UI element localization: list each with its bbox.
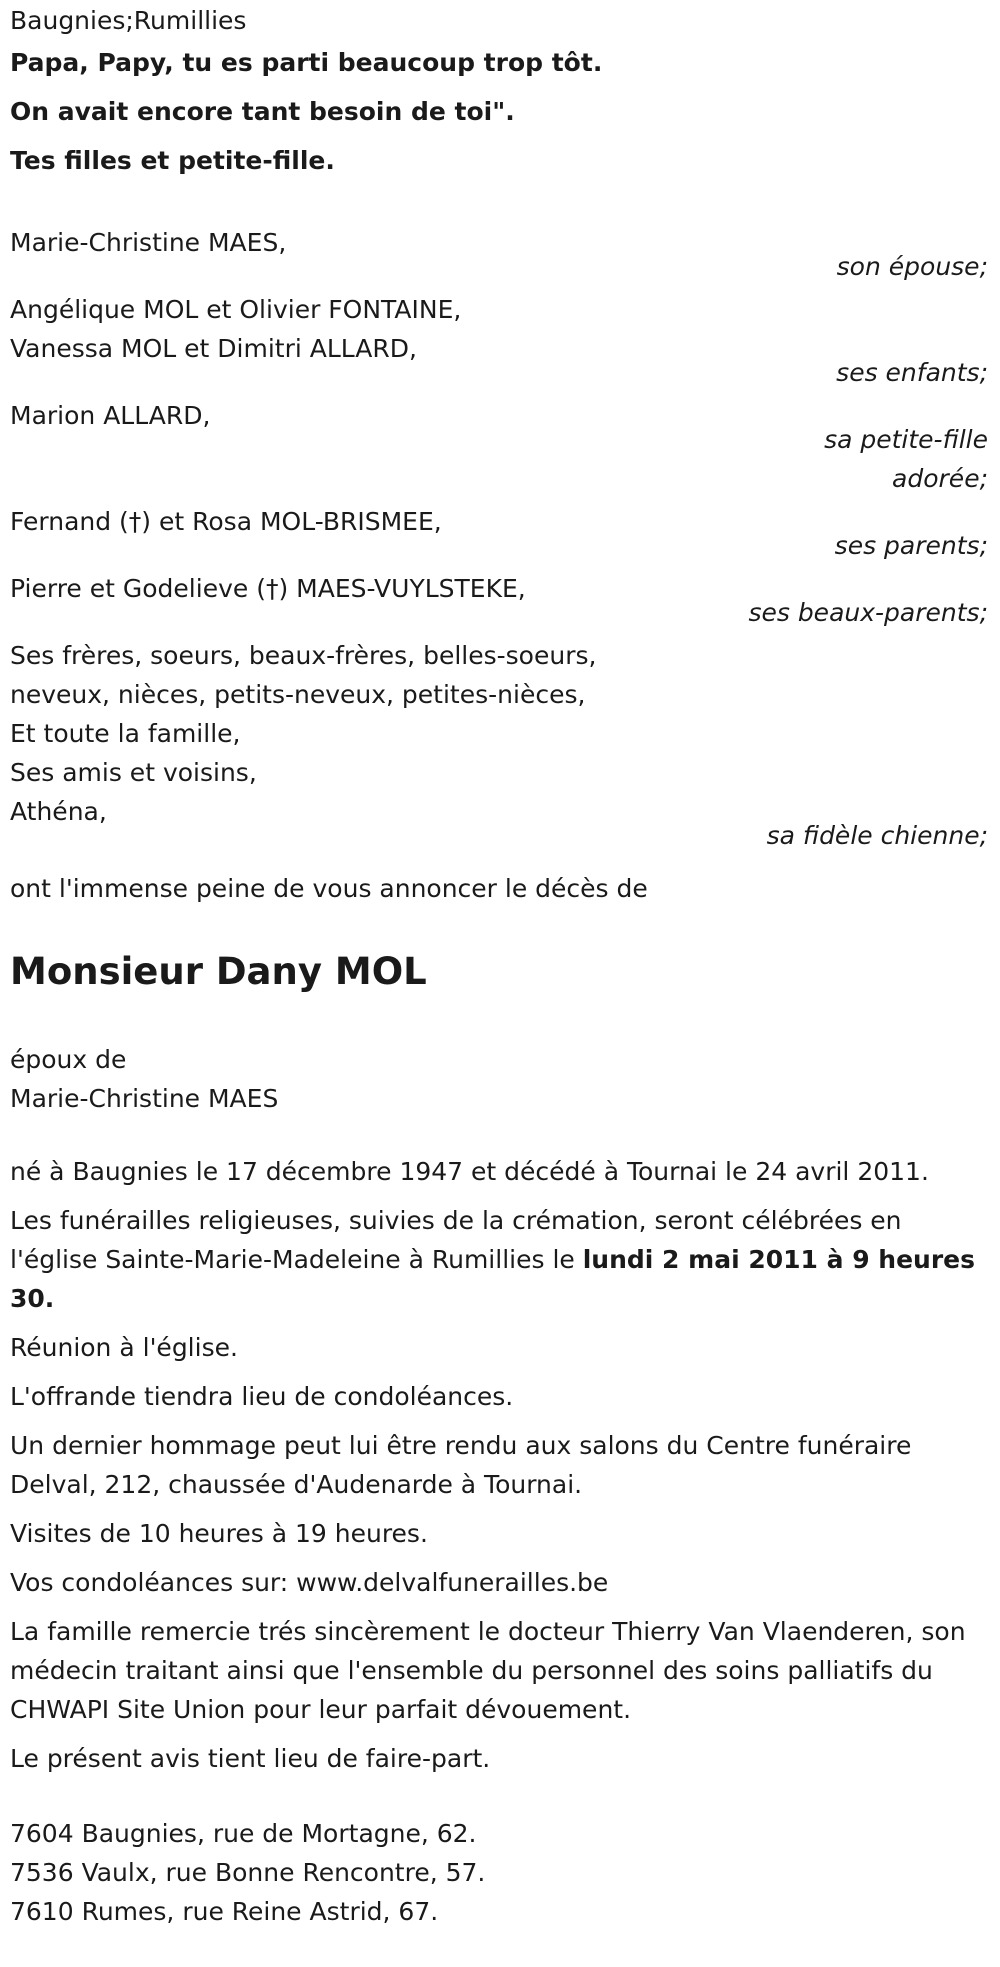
family-group xyxy=(10,290,990,392)
notice: Le présent avis tient lieu de faire-part. xyxy=(10,1744,491,1773)
family-name: Marie-Christine MAES, xyxy=(10,228,287,257)
address-line: 7536 Vaulx, rue Bonne Rencontre, 57. xyxy=(10,1858,486,1887)
family-relation: sa fidèle chienne; xyxy=(766,821,988,850)
family-name: Ses frères, soeurs, beaux-frères, belles-soeurs, xyxy=(10,641,597,670)
family-name: Athéna, xyxy=(10,797,107,826)
family-relation: ses beaux-parents; xyxy=(748,598,988,627)
family-name: Ses amis et voisins, xyxy=(10,758,257,787)
condolences: Vos condoléances sur: www.delvalfunerailles.be xyxy=(10,1568,609,1597)
quote-line: Tes filles et petite-fille. xyxy=(10,146,335,175)
quote-line: Papa, Papy, tu es parti beaucoup trop tôt. xyxy=(10,48,603,77)
announcement: ont l'immense peine de vous annoncer le décès de xyxy=(10,874,648,903)
family-group xyxy=(10,636,990,855)
header xyxy=(10,6,990,185)
deceased-name: Monsieur Dany MOL xyxy=(10,950,427,993)
family-name: Angélique MOL et Olivier FONTAINE, xyxy=(10,295,462,324)
spouse-block xyxy=(10,1040,990,1118)
thanks: La famille remercie trés sincèrement le docteur Thierry Van Vlaenderen, son médecin traitant ainsi que l'ensemble du personnel des soins palliatifs du CHWAPI Site Union pour leur parfait dévouement. xyxy=(10,1617,966,1724)
visits: Visites de 10 heures à 19 heures. xyxy=(10,1519,428,1548)
spouse-label: époux de xyxy=(10,1045,127,1074)
locations: Baugnies;Rumillies xyxy=(10,6,247,35)
funeral-datetime: lundi 2 mai 2011 à 9 heures 30. xyxy=(10,1245,976,1313)
family-group xyxy=(10,569,990,632)
tribute: Un dernier hommage peut lui être rendu aux salons du Centre funéraire Delval, 212, chaussée d'Audenarde à Tournai. xyxy=(10,1431,912,1499)
family-relation: ses enfants; xyxy=(836,358,988,387)
family-group xyxy=(10,396,990,498)
details xyxy=(10,1152,990,1778)
addresses xyxy=(10,1814,990,1931)
family-group xyxy=(10,502,990,565)
family-relation: sa petite-fille xyxy=(824,425,988,454)
address-line: 7604 Baugnies, rue de Mortagne, 62. xyxy=(10,1819,477,1848)
family-relation: ses parents; xyxy=(834,531,988,560)
family-name: Vanessa MOL et Dimitri ALLARD, xyxy=(10,334,417,363)
family-group xyxy=(10,223,990,286)
funeral-info xyxy=(10,1201,990,1318)
family-name: Pierre et Godelieve (†) MAES-VUYLSTEKE, xyxy=(10,574,526,603)
funeral-text: Les funérailles religieuses, suivies de la crémation, seront célébrées en l'église Sainte-Marie-Madeleine à Rumillies le xyxy=(10,1206,902,1274)
quote-line: On avait encore tant besoin de toi". xyxy=(10,97,515,126)
family-relation: adorée; xyxy=(892,464,988,493)
family-relation: son épouse; xyxy=(836,252,988,281)
meeting: Réunion à l'église. xyxy=(10,1333,238,1362)
family-name: neveux, nièces, petits-neveux, petites-nièces, xyxy=(10,680,586,709)
offering: L'offrande tiendra lieu de condoléances. xyxy=(10,1382,514,1411)
family-name: Fernand (†) et Rosa MOL-BRISMEE, xyxy=(10,507,442,536)
family-name: Marion ALLARD, xyxy=(10,401,211,430)
family-list xyxy=(10,223,990,855)
birth-death: né à Baugnies le 17 décembre 1947 et décédé à Tournai le 24 avril 2011. xyxy=(10,1157,929,1186)
address-line: 7610 Rumes, rue Reine Astrid, 67. xyxy=(10,1897,439,1926)
spouse-name: Marie-Christine MAES xyxy=(10,1084,279,1113)
family-name: Et toute la famille, xyxy=(10,719,241,748)
